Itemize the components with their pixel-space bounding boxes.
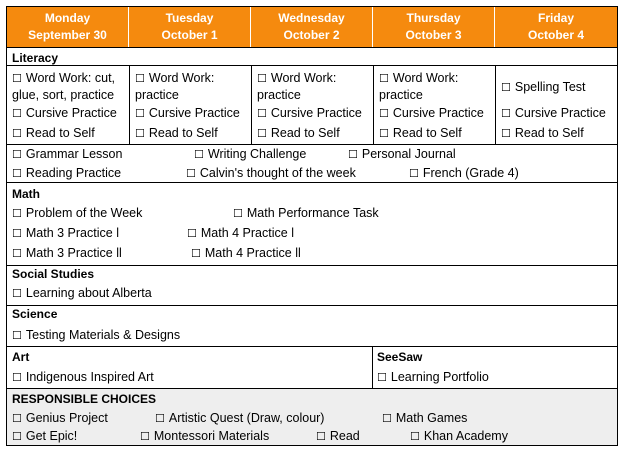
task-label: Read to Self bbox=[148, 126, 218, 140]
literacy-label: Literacy bbox=[12, 51, 59, 65]
day-date: October 3 bbox=[405, 28, 462, 42]
day-name: Friday bbox=[537, 11, 574, 25]
checkbox-icon[interactable]: ☐ bbox=[12, 72, 22, 85]
header-thursday bbox=[373, 7, 495, 47]
task-label: Math Performance Task bbox=[246, 206, 379, 220]
task-label: Calvin's thought of the week bbox=[199, 166, 356, 180]
task-label: Montessori Materials bbox=[153, 429, 270, 443]
task-label: Cursive Practice bbox=[514, 106, 606, 120]
divider bbox=[7, 65, 617, 66]
task-label: Spelling Test bbox=[514, 80, 586, 94]
checkbox-icon[interactable]: ☐ bbox=[377, 371, 387, 384]
divider bbox=[7, 265, 617, 266]
task-label: Indigenous Inspired Art bbox=[25, 370, 154, 384]
task-label: Math 4 Practice ll bbox=[204, 246, 301, 260]
checkbox-icon[interactable]: ☐ bbox=[12, 167, 22, 180]
math-task[interactable] bbox=[12, 206, 142, 220]
checkbox-icon[interactable]: ☐ bbox=[379, 127, 389, 140]
task-label: Cursive Practice bbox=[148, 106, 240, 120]
checkbox-icon[interactable]: ☐ bbox=[12, 227, 22, 240]
science-label: Science bbox=[12, 307, 58, 321]
task-label: Artistic Quest (Draw, colour) bbox=[168, 411, 325, 425]
literacy-thursday bbox=[379, 70, 484, 142]
divider bbox=[7, 47, 617, 48]
divider bbox=[7, 388, 617, 389]
math-task[interactable] bbox=[187, 226, 294, 240]
checkbox-icon[interactable]: ☐ bbox=[233, 207, 243, 220]
checkbox-icon[interactable]: ☐ bbox=[382, 412, 392, 425]
day-date: October 2 bbox=[283, 28, 340, 42]
task-label: Word Work: bbox=[270, 71, 337, 85]
task-label: practice bbox=[257, 88, 301, 102]
literacy-wednesday bbox=[257, 70, 362, 142]
literacy-task[interactable] bbox=[186, 166, 356, 180]
task-label: Khan Academy bbox=[423, 429, 508, 443]
math-task[interactable] bbox=[191, 246, 301, 260]
task-label: Learning Portfolio bbox=[390, 370, 489, 384]
math-label: Math bbox=[12, 187, 40, 201]
math-task[interactable] bbox=[233, 206, 379, 220]
social-studies-label: Social Studies bbox=[12, 267, 95, 281]
checkbox-icon[interactable]: ☐ bbox=[410, 430, 420, 443]
header-tuesday bbox=[129, 7, 251, 47]
task-label: glue, sort, practice bbox=[12, 88, 115, 102]
divider bbox=[7, 305, 617, 306]
task-label: Learning about Alberta bbox=[25, 286, 152, 300]
task-label: Math 4 Practice l bbox=[200, 226, 294, 240]
choice-task[interactable] bbox=[12, 411, 108, 425]
checkbox-icon[interactable]: ☐ bbox=[501, 81, 511, 94]
literacy-task[interactable] bbox=[12, 147, 122, 161]
day-name: Thursday bbox=[406, 11, 461, 25]
math-task[interactable] bbox=[12, 246, 122, 260]
social-studies-task[interactable] bbox=[12, 286, 152, 300]
task-label: Get Epic! bbox=[25, 429, 78, 443]
checkbox-icon[interactable]: ☐ bbox=[135, 107, 145, 120]
day-name: Wednesday bbox=[278, 11, 345, 25]
day-date: October 1 bbox=[161, 28, 218, 42]
task-label: Genius Project bbox=[25, 411, 108, 425]
choice-task[interactable] bbox=[140, 429, 269, 443]
seesaw-label: SeeSaw bbox=[377, 350, 423, 364]
header-monday bbox=[7, 7, 129, 47]
divider bbox=[7, 346, 617, 347]
checkbox-icon[interactable]: ☐ bbox=[501, 127, 511, 140]
task-label: Math 3 Practice l bbox=[25, 226, 119, 240]
checkbox-icon[interactable]: ☐ bbox=[12, 247, 22, 260]
task-label: French (Grade 4) bbox=[422, 166, 519, 180]
literacy-tuesday bbox=[135, 70, 240, 142]
checkbox-icon[interactable]: ☐ bbox=[140, 430, 150, 443]
checkbox-icon[interactable]: ☐ bbox=[379, 107, 389, 120]
literacy-task[interactable] bbox=[194, 147, 306, 161]
task-label: Problem of the Week bbox=[25, 206, 143, 220]
checkbox-icon[interactable]: ☐ bbox=[135, 127, 145, 140]
task-label: Read bbox=[329, 429, 360, 443]
checkbox-icon[interactable]: ☐ bbox=[501, 107, 511, 120]
checkbox-icon[interactable]: ☐ bbox=[12, 329, 22, 342]
checkbox-icon[interactable]: ☐ bbox=[12, 127, 22, 140]
checkbox-icon[interactable]: ☐ bbox=[187, 227, 197, 240]
day-name: Monday bbox=[44, 11, 91, 25]
task-label: Writing Challenge bbox=[207, 147, 307, 161]
literacy-task[interactable] bbox=[348, 147, 456, 161]
task-label: practice bbox=[379, 88, 423, 102]
task-label: Math Games bbox=[395, 411, 468, 425]
checkbox-icon[interactable]: ☐ bbox=[316, 430, 326, 443]
weekly-schedule-table bbox=[6, 6, 618, 446]
checkbox-icon[interactable]: ☐ bbox=[12, 207, 22, 220]
responsible-choices-label: RESPONSIBLE CHOICES bbox=[12, 392, 157, 406]
checkbox-icon[interactable]: ☐ bbox=[257, 72, 267, 85]
divider bbox=[129, 65, 130, 144]
header-wednesday bbox=[251, 7, 373, 47]
checkbox-icon[interactable]: ☐ bbox=[379, 72, 389, 85]
checkbox-icon[interactable]: ☐ bbox=[12, 430, 22, 443]
checkbox-icon[interactable]: ☐ bbox=[194, 148, 204, 161]
divider bbox=[372, 346, 373, 388]
task-label: Grammar Lesson bbox=[25, 147, 123, 161]
checkbox-icon[interactable]: ☐ bbox=[12, 148, 22, 161]
task-label: Testing Materials & Designs bbox=[25, 328, 181, 342]
literacy-monday bbox=[12, 70, 117, 142]
checkbox-icon[interactable]: ☐ bbox=[12, 412, 22, 425]
divider bbox=[495, 65, 496, 144]
task-label: Word Work: cut, bbox=[25, 71, 116, 85]
divider bbox=[7, 144, 617, 145]
task-label: Read to Self bbox=[25, 126, 95, 140]
task-label: Read to Self bbox=[392, 126, 462, 140]
checkbox-icon[interactable]: ☐ bbox=[257, 127, 267, 140]
choice-task[interactable] bbox=[316, 429, 360, 443]
day-date: October 4 bbox=[527, 28, 584, 42]
art-task[interactable] bbox=[12, 370, 154, 384]
checkbox-icon[interactable]: ☐ bbox=[135, 72, 145, 85]
literacy-task[interactable] bbox=[409, 166, 519, 180]
divider bbox=[251, 65, 252, 144]
task-label: Word Work: bbox=[392, 71, 459, 85]
art-label: Art bbox=[12, 350, 30, 364]
choice-task[interactable] bbox=[12, 429, 77, 443]
checkbox-icon[interactable]: ☐ bbox=[155, 412, 165, 425]
checkbox-icon[interactable]: ☐ bbox=[186, 167, 196, 180]
checkbox-icon[interactable]: ☐ bbox=[257, 107, 267, 120]
task-label: Cursive Practice bbox=[392, 106, 484, 120]
literacy-friday bbox=[501, 79, 606, 142]
seesaw-task[interactable] bbox=[377, 370, 489, 384]
choice-task[interactable] bbox=[382, 411, 467, 425]
day-name: Tuesday bbox=[165, 11, 214, 25]
task-label: Read to Self bbox=[270, 126, 340, 140]
checkbox-icon[interactable]: ☐ bbox=[348, 148, 358, 161]
day-date: September 30 bbox=[28, 28, 107, 42]
checkbox-icon[interactable]: ☐ bbox=[409, 167, 419, 180]
literacy-task[interactable] bbox=[12, 166, 121, 180]
math-task[interactable] bbox=[12, 226, 119, 240]
checkbox-icon[interactable]: ☐ bbox=[12, 371, 22, 384]
task-label: Personal Journal bbox=[361, 147, 456, 161]
task-label: Read to Self bbox=[514, 126, 584, 140]
task-label: Cursive Practice bbox=[25, 106, 117, 120]
task-label: practice bbox=[135, 88, 179, 102]
choice-task[interactable] bbox=[155, 411, 324, 425]
checkbox-icon[interactable]: ☐ bbox=[12, 107, 22, 120]
task-label: Cursive Practice bbox=[270, 106, 362, 120]
task-label: Word Work: bbox=[148, 71, 215, 85]
task-label: Reading Practice bbox=[25, 166, 122, 180]
divider bbox=[7, 182, 617, 183]
header-friday bbox=[495, 7, 617, 47]
divider bbox=[373, 65, 374, 144]
checkbox-icon[interactable]: ☐ bbox=[191, 247, 201, 260]
science-task[interactable] bbox=[12, 328, 180, 342]
checkbox-icon[interactable]: ☐ bbox=[12, 287, 22, 300]
choice-task[interactable] bbox=[410, 429, 508, 443]
task-label: Math 3 Practice ll bbox=[25, 246, 122, 260]
